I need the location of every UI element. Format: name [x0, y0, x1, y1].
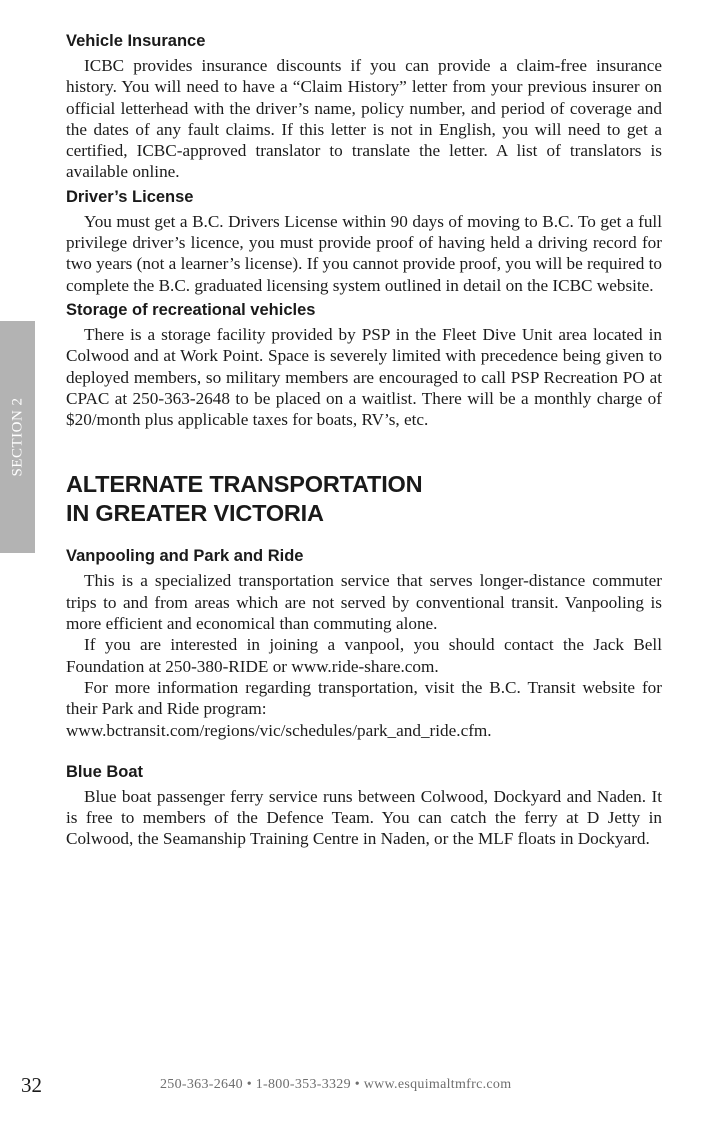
park-and-ride-link[interactable]: www.bctransit.com/regions/vic/schedules/park_and_ride.cfm. [66, 720, 492, 740]
paragraph-vanpooling-3: For more information regarding transportation, visit the B.C. Transit website for their Park and Ride program: [66, 677, 662, 719]
heading-vehicle-insurance: Vehicle Insurance [66, 32, 206, 50]
paragraph-vanpooling-2: If you are interested in joining a vanpool, you should contact the Jack Bell Foundation at 250-380-RIDE or www.ride-share.com. [66, 635, 662, 676]
paragraph-drivers-license: You must get a B.C. Drivers License within 90 days of moving to B.C. To get a full privilege driver’s licence, you must provide proof of having held a driving record for two years (not a learner’s license). If you cannot provide proof, you will be required to complete the B.C. graduated licensing system outlined in detail on the ICBC website. [66, 211, 662, 295]
paragraph-vanpooling-1: This is a specialized transportation service that serves longer-distance commuter trips to and from areas which are not served by conventional transit. Vanpooling is more efficient and economical than commuting alone. [66, 571, 662, 634]
section-tab-label: SECTION 2 [9, 397, 25, 477]
heading-storage: Storage of recreational vehicles [66, 300, 316, 319]
heading-blue-boat: Blue Boat [66, 762, 144, 781]
section-title-line-1: ALTERNATE TRANSPORTATION [66, 471, 423, 498]
heading-vanpooling: Vanpooling and Park and Ride [66, 547, 304, 566]
footer-contact: 250-363-2640 • 1-800-353-3329 • www.esquimaltmfrc.com [160, 1077, 512, 1092]
page-content [66, 30, 662, 850]
section-title-alt-transport [66, 470, 662, 528]
paragraph-storage: There is a storage facility provided by PSP in the Fleet Dive Unit area located in Colwood and at Work Point. Space is severely limited with precedence being given to deployed members, so military members are encouraged to call PSP Recreation PO at CPAC at 250-363-2648 to be placed on a waitlist. There will be a monthly charge of $20/month plus applicable taxes for boats, RV’s, etc. [66, 324, 662, 430]
heading-drivers-license: Driver’s License [66, 187, 194, 206]
section-tab [0, 321, 35, 553]
paragraph-blue-boat: Blue boat passenger ferry service runs between Colwood, Dockyard and Naden. It is free to members of the Defence Team. You can catch the ferry at D Jetty in Colwood, the Seamanship Training Centre in Naden, or the MLF floats in Dockyard. [66, 786, 662, 849]
paragraph-vehicle-insurance: ICBC provides insurance discounts if you can provide a claim-free insurance history. You will need to have a “Claim History” letter from your previous insurer on official letterhead with the driver’s name, policy number, and period of coverage and the dates of any fault claims. If this letter is not in English, you will need to get a certified, ICBC-approved translator to translate the letter. A list of translators is available online. [66, 56, 662, 182]
page-number: 32 [21, 1073, 42, 1097]
section-title-line-2: IN GREATER VICTORIA [66, 500, 324, 527]
